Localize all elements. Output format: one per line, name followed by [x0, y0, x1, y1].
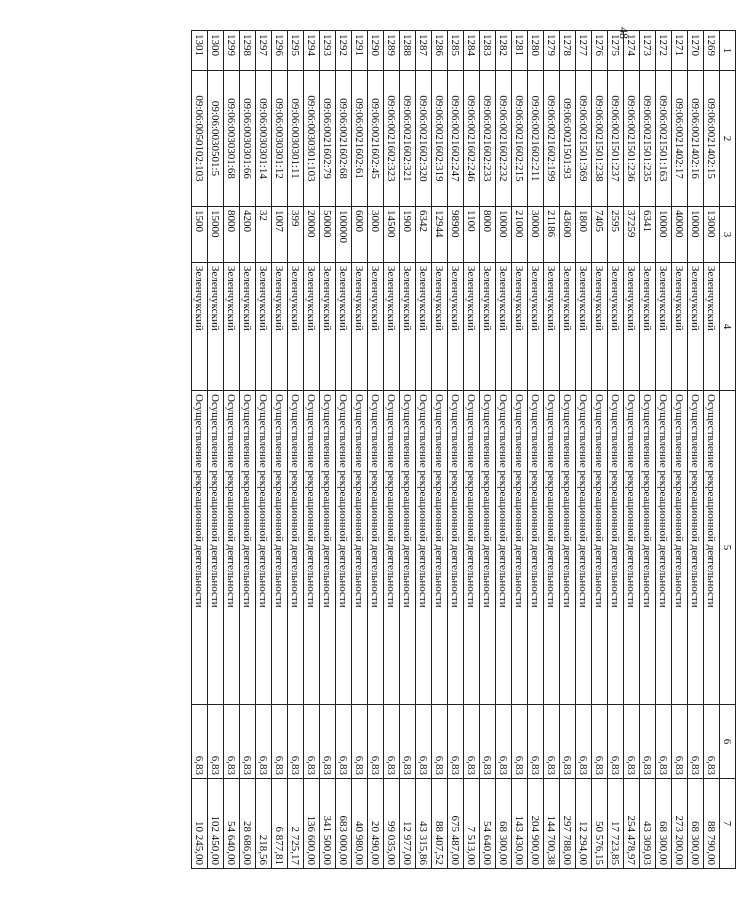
area-cell: 7405 [592, 207, 608, 263]
row-number-cell: 1282 [496, 31, 512, 71]
land-use-cell: Осуществление рекреационной деятельности [464, 391, 480, 705]
rate-cell: 6,83 [304, 705, 320, 779]
area-cell: 21000 [512, 207, 528, 263]
cadastral-number-cell: 09:06:0021501:235 [640, 71, 656, 207]
table-row [384, 31, 400, 869]
row-number-cell: 1291 [352, 31, 368, 71]
row-number-cell: 1301 [192, 31, 208, 71]
land-use-cell: Осуществление рекреационной деятельности [512, 391, 528, 705]
cadastral-number-cell: 09:06:0030501:5 [208, 71, 224, 207]
area-cell: 8000 [480, 207, 496, 263]
table-row [448, 31, 464, 869]
land-use-cell: Осуществление рекреационной деятельности [672, 391, 688, 705]
area-cell: 12944 [432, 207, 448, 263]
table-row [688, 31, 704, 869]
district-cell: Зеленчукский [576, 263, 592, 391]
area-cell: 1500 [192, 207, 208, 263]
district-cell: Зеленчукский [208, 263, 224, 391]
district-cell: Зеленчукский [448, 263, 464, 391]
row-number-cell: 1280 [528, 31, 544, 71]
cadastral-number-cell: 09:06:0021602:79 [320, 71, 336, 207]
table-row [240, 31, 256, 869]
land-use-cell: Осуществление рекреационной деятельности [592, 391, 608, 705]
header-row [720, 31, 736, 869]
sum-cell: 68 300,00 [656, 779, 672, 869]
area-cell: 1007 [272, 207, 288, 263]
row-number-cell: 1277 [576, 31, 592, 71]
table-row [208, 31, 224, 869]
land-use-cell: Осуществление рекреационной деятельности [272, 391, 288, 705]
district-cell: Зеленчукский [272, 263, 288, 391]
sum-cell: 6 877,81 [272, 779, 288, 869]
land-use-cell: Осуществление рекреационной деятельности [656, 391, 672, 705]
table-row [672, 31, 688, 869]
sum-cell: 12 977,00 [400, 779, 416, 869]
rate-cell: 6,83 [704, 705, 720, 779]
rate-cell: 6,83 [368, 705, 384, 779]
sum-cell: 12 294,00 [576, 779, 592, 869]
rate-cell: 6,83 [400, 705, 416, 779]
district-cell: Зеленчукский [512, 263, 528, 391]
land-use-cell: Осуществление рекреационной деятельности [416, 391, 432, 705]
district-cell: Зеленчукский [304, 263, 320, 391]
land-use-cell: Осуществление рекреационной деятельности [608, 391, 624, 705]
land-use-cell: Осуществление рекреационной деятельности [384, 391, 400, 705]
area-cell: 399 [288, 207, 304, 263]
row-number-cell: 1276 [592, 31, 608, 71]
table-row [192, 31, 208, 869]
land-use-cell: Осуществление рекреационной деятельности [480, 391, 496, 705]
area-cell: 1100 [464, 207, 480, 263]
cadastral-number-cell: 09:06:0030301:12 [272, 71, 288, 207]
area-cell: 13000 [704, 207, 720, 263]
area-cell: 20000 [304, 207, 320, 263]
district-cell: Зеленчукский [320, 263, 336, 391]
cadastral-number-cell: 09:06:0021501:163 [656, 71, 672, 207]
area-cell: 1900 [400, 207, 416, 263]
rate-cell: 6,83 [272, 705, 288, 779]
cadastral-number-cell: 09:06:0030301:103 [304, 71, 320, 207]
sum-cell: 40 980,00 [352, 779, 368, 869]
rate-cell: 6,83 [416, 705, 432, 779]
district-cell: Зеленчукский [416, 263, 432, 391]
land-use-cell: Осуществление рекреационной деятельности [448, 391, 464, 705]
rate-cell: 6,83 [224, 705, 240, 779]
sum-cell: 88 407,52 [432, 779, 448, 869]
cadastral-number-cell: 09:06:0030301:66 [240, 71, 256, 207]
rate-cell: 6,83 [640, 705, 656, 779]
area-cell: 32 [256, 207, 272, 263]
area-cell: 43600 [560, 207, 576, 263]
sum-cell: 102 450,00 [208, 779, 224, 869]
table-body [192, 31, 720, 869]
table-row [608, 31, 624, 869]
rate-cell: 6,83 [576, 705, 592, 779]
cadastral-number-cell: 09:06:0021602:211 [528, 71, 544, 207]
table-row [512, 31, 528, 869]
land-plot-table-container [194, 30, 736, 868]
rate-cell: 6,83 [592, 705, 608, 779]
cadastral-number-cell: 09:06:0021602:247 [448, 71, 464, 207]
land-use-cell: Осуществление рекреационной деятельности [704, 391, 720, 705]
district-cell: Зеленчукский [432, 263, 448, 391]
sum-cell: 50 576,15 [592, 779, 608, 869]
sum-cell: 204 900,00 [528, 779, 544, 869]
rate-cell: 6,83 [432, 705, 448, 779]
land-use-cell: Осуществление рекреационной деятельности [288, 391, 304, 705]
row-number-cell: 1296 [272, 31, 288, 71]
area-cell: 14500 [384, 207, 400, 263]
district-cell: Зеленчукский [352, 263, 368, 391]
row-number-cell: 1287 [416, 31, 432, 71]
rate-cell: 6,83 [208, 705, 224, 779]
sum-cell: 297 788,00 [560, 779, 576, 869]
column-header-use: 5 [720, 391, 736, 705]
district-cell: Зеленчукский [368, 263, 384, 391]
table-row [640, 31, 656, 869]
rate-cell: 6,83 [656, 705, 672, 779]
land-use-cell: Осуществление рекреационной деятельности [432, 391, 448, 705]
rate-cell: 6,83 [240, 705, 256, 779]
table-row [528, 31, 544, 869]
row-number-cell: 1289 [384, 31, 400, 71]
row-number-cell: 1285 [448, 31, 464, 71]
table-row [288, 31, 304, 869]
cadastral-number-cell: 09:06:0021501:237 [608, 71, 624, 207]
rate-cell: 6,83 [448, 705, 464, 779]
table-row [336, 31, 352, 869]
cadastral-number-cell: 09:06:0021602:319 [432, 71, 448, 207]
area-cell: 98900 [448, 207, 464, 263]
row-number-cell: 1295 [288, 31, 304, 71]
land-use-cell: Осуществление рекреационной деятельности [400, 391, 416, 705]
sum-cell: 341 500,00 [320, 779, 336, 869]
land-use-cell: Осуществление рекреационной деятельности [320, 391, 336, 705]
district-cell: Зеленчукский [592, 263, 608, 391]
table-row [352, 31, 368, 869]
rate-cell: 6,83 [496, 705, 512, 779]
district-cell: Зеленчукский [224, 263, 240, 391]
area-cell: 6000 [352, 207, 368, 263]
district-cell: Зеленчукский [240, 263, 256, 391]
cadastral-number-cell: 09:06:0021602:215 [512, 71, 528, 207]
row-number-cell: 1288 [400, 31, 416, 71]
area-cell: 100000 [336, 207, 352, 263]
sum-cell: 43 309,03 [640, 779, 656, 869]
table-row [304, 31, 320, 869]
row-number-cell: 1270 [688, 31, 704, 71]
district-cell: Зеленчукский [384, 263, 400, 391]
sum-cell: 683 000,00 [336, 779, 352, 869]
cadastral-number-cell: 09:06:0050102:103 [192, 71, 208, 207]
land-use-cell: Осуществление рекреационной деятельности [336, 391, 352, 705]
area-cell: 3000 [368, 207, 384, 263]
cadastral-number-cell: 09:06:0030301:14 [256, 71, 272, 207]
area-cell: 6341 [640, 207, 656, 263]
rate-cell: 6,83 [672, 705, 688, 779]
table-row [496, 31, 512, 869]
rate-cell: 6,83 [256, 705, 272, 779]
row-number-cell: 1299 [224, 31, 240, 71]
cadastral-number-cell: 09:06:0021501:93 [560, 71, 576, 207]
land-use-cell: Осуществление рекреационной деятельности [368, 391, 384, 705]
cadastral-number-cell: 09:06:0021501:369 [576, 71, 592, 207]
land-use-cell: Осуществление рекреационной деятельности [528, 391, 544, 705]
row-number-cell: 1286 [432, 31, 448, 71]
table-row [368, 31, 384, 869]
district-cell: Зеленчукский [688, 263, 704, 391]
sum-cell: 7 513,00 [464, 779, 480, 869]
cadastral-number-cell: 09:06:0021501:236 [624, 71, 640, 207]
district-cell: Зеленчукский [640, 263, 656, 391]
district-cell: Зеленчукский [192, 263, 208, 391]
row-number-cell: 1269 [704, 31, 720, 71]
row-number-cell: 1284 [464, 31, 480, 71]
row-number-cell: 1281 [512, 31, 528, 71]
area-cell: 1800 [576, 207, 592, 263]
cadastral-number-cell: 09:06:0021602:199 [544, 71, 560, 207]
column-header-district: 4 [720, 263, 736, 391]
sum-cell: 273 200,00 [672, 779, 688, 869]
district-cell: Зеленчукский [480, 263, 496, 391]
land-plot-table [191, 30, 736, 869]
sum-cell: 20 490,00 [368, 779, 384, 869]
sum-cell: 68 300,00 [496, 779, 512, 869]
sum-cell: 254 478,97 [624, 779, 640, 869]
cadastral-number-cell: 09:06:0030301:68 [224, 71, 240, 207]
row-number-cell: 1279 [544, 31, 560, 71]
district-cell: Зеленчукский [256, 263, 272, 391]
sum-cell: 144 700,38 [544, 779, 560, 869]
row-number-cell: 1298 [240, 31, 256, 71]
area-cell: 2595 [608, 207, 624, 263]
row-number-cell: 1273 [640, 31, 656, 71]
sum-cell: 28 686,00 [240, 779, 256, 869]
area-cell: 37259 [624, 207, 640, 263]
rate-cell: 6,83 [352, 705, 368, 779]
rate-cell: 6,83 [480, 705, 496, 779]
rate-cell: 6,83 [464, 705, 480, 779]
land-use-cell: Осуществление рекреационной деятельности [560, 391, 576, 705]
row-number-cell: 1275 [608, 31, 624, 71]
land-use-cell: Осуществление рекреационной деятельности [496, 391, 512, 705]
table-row [432, 31, 448, 869]
cadastral-number-cell: 09:06:0021602:320 [416, 71, 432, 207]
cadastral-number-cell: 09:06:0021602:323 [384, 71, 400, 207]
district-cell: Зеленчукский [624, 263, 640, 391]
district-cell: Зеленчукский [336, 263, 352, 391]
row-number-cell: 1293 [320, 31, 336, 71]
cadastral-number-cell: 09:06:0021402:15 [704, 71, 720, 207]
cadastral-number-cell: 09:06:0030301:11 [288, 71, 304, 207]
table-row [656, 31, 672, 869]
row-number-cell: 1271 [672, 31, 688, 71]
area-cell: 30000 [528, 207, 544, 263]
sum-cell: 2 725,17 [288, 779, 304, 869]
row-number-cell: 1283 [480, 31, 496, 71]
cadastral-number-cell: 09:06:0021602:233 [480, 71, 496, 207]
page-number: 48 [617, 27, 631, 39]
row-number-cell: 1300 [208, 31, 224, 71]
row-number-cell: 1290 [368, 31, 384, 71]
sum-cell: 143 430,00 [512, 779, 528, 869]
district-cell: Зеленчукский [656, 263, 672, 391]
district-cell: Зеленчукский [496, 263, 512, 391]
land-use-cell: Осуществление рекреационной деятельности [256, 391, 272, 705]
row-number-cell: 1292 [336, 31, 352, 71]
table-row [544, 31, 560, 869]
area-cell: 15000 [208, 207, 224, 263]
row-number-cell: 1297 [256, 31, 272, 71]
column-header-cadastral: 2 [720, 71, 736, 207]
table-row [464, 31, 480, 869]
area-cell: 10000 [496, 207, 512, 263]
district-cell: Зеленчукский [704, 263, 720, 391]
table-row [256, 31, 272, 869]
district-cell: Зеленчукский [560, 263, 576, 391]
sum-cell: 68 300,00 [688, 779, 704, 869]
rate-cell: 6,83 [560, 705, 576, 779]
sum-cell: 43 315,86 [416, 779, 432, 869]
column-header-sum: 7 [720, 779, 736, 869]
land-use-cell: Осуществление рекреационной деятельности [304, 391, 320, 705]
rate-cell: 6,83 [336, 705, 352, 779]
district-cell: Зеленчукский [672, 263, 688, 391]
cadastral-number-cell: 09:06:0021602:61 [352, 71, 368, 207]
cadastral-number-cell: 09:06:0021602:68 [336, 71, 352, 207]
district-cell: Зеленчукский [464, 263, 480, 391]
area-cell: 50000 [320, 207, 336, 263]
sum-cell: 218,56 [256, 779, 272, 869]
sum-cell: 10 245,00 [192, 779, 208, 869]
cadastral-number-cell: 09:06:0021602:246 [464, 71, 480, 207]
cadastral-number-cell: 09:06:0021501:238 [592, 71, 608, 207]
row-number-cell: 1278 [560, 31, 576, 71]
district-cell: Зеленчукский [608, 263, 624, 391]
table-row [320, 31, 336, 869]
cadastral-number-cell: 09:06:0021402:17 [672, 71, 688, 207]
area-cell: 8000 [224, 207, 240, 263]
area-cell: 10000 [688, 207, 704, 263]
table-row [400, 31, 416, 869]
area-cell: 40000 [672, 207, 688, 263]
rate-cell: 6,83 [512, 705, 528, 779]
land-use-cell: Осуществление рекреационной деятельности [576, 391, 592, 705]
table-row [576, 31, 592, 869]
rate-cell: 6,83 [192, 705, 208, 779]
land-use-cell: Осуществление рекреационной деятельности [224, 391, 240, 705]
rate-cell: 6,83 [608, 705, 624, 779]
land-use-cell: Осуществление рекреационной деятельности [688, 391, 704, 705]
district-cell: Зеленчукский [544, 263, 560, 391]
rate-cell: 6,83 [528, 705, 544, 779]
land-use-cell: Осуществление рекреационной деятельности [640, 391, 656, 705]
rate-cell: 6,83 [544, 705, 560, 779]
area-cell: 6342 [416, 207, 432, 263]
sum-cell: 88 790,00 [704, 779, 720, 869]
area-cell: 4200 [240, 207, 256, 263]
district-cell: Зеленчукский [528, 263, 544, 391]
rate-cell: 6,83 [288, 705, 304, 779]
rate-cell: 6,83 [320, 705, 336, 779]
cadastral-number-cell: 09:06:0021602:232 [496, 71, 512, 207]
column-header-rate: 6 [720, 705, 736, 779]
sum-cell: 99 035,00 [384, 779, 400, 869]
rate-cell: 6,83 [624, 705, 640, 779]
land-use-cell: Осуществление рекреационной деятельности [352, 391, 368, 705]
land-use-cell: Осуществление рекреационной деятельности [624, 391, 640, 705]
rate-cell: 6,83 [688, 705, 704, 779]
table-row [224, 31, 240, 869]
table-row [560, 31, 576, 869]
row-number-cell: 1274 [624, 31, 640, 71]
table-row [624, 31, 640, 869]
district-cell: Зеленчукский [288, 263, 304, 391]
column-header-number: 1 [720, 31, 736, 71]
table-row [416, 31, 432, 869]
table-row [592, 31, 608, 869]
cadastral-number-cell: 09:06:0021602:45 [368, 71, 384, 207]
row-number-cell: 1294 [304, 31, 320, 71]
table-row [480, 31, 496, 869]
table-header [720, 31, 736, 869]
column-header-area: 3 [720, 207, 736, 263]
table-row [272, 31, 288, 869]
area-cell: 10000 [656, 207, 672, 263]
sum-cell: 17 723,85 [608, 779, 624, 869]
sum-cell: 136 600,00 [304, 779, 320, 869]
sum-cell: 54 640,00 [224, 779, 240, 869]
cadastral-number-cell: 09:06:0021602:321 [400, 71, 416, 207]
row-number-cell: 1272 [656, 31, 672, 71]
rate-cell: 6,83 [384, 705, 400, 779]
land-use-cell: Осуществление рекреационной деятельности [240, 391, 256, 705]
land-use-cell: Осуществление рекреационной деятельности [544, 391, 560, 705]
land-use-cell: Осуществление рекреационной деятельности [208, 391, 224, 705]
sum-cell: 54 640,00 [480, 779, 496, 869]
table-row [704, 31, 720, 869]
area-cell: 21186 [544, 207, 560, 263]
land-use-cell: Осуществление рекреационной деятельности [192, 391, 208, 705]
sum-cell: 675 487,00 [448, 779, 464, 869]
district-cell: Зеленчукский [400, 263, 416, 391]
cadastral-number-cell: 09:06:0021402:16 [688, 71, 704, 207]
